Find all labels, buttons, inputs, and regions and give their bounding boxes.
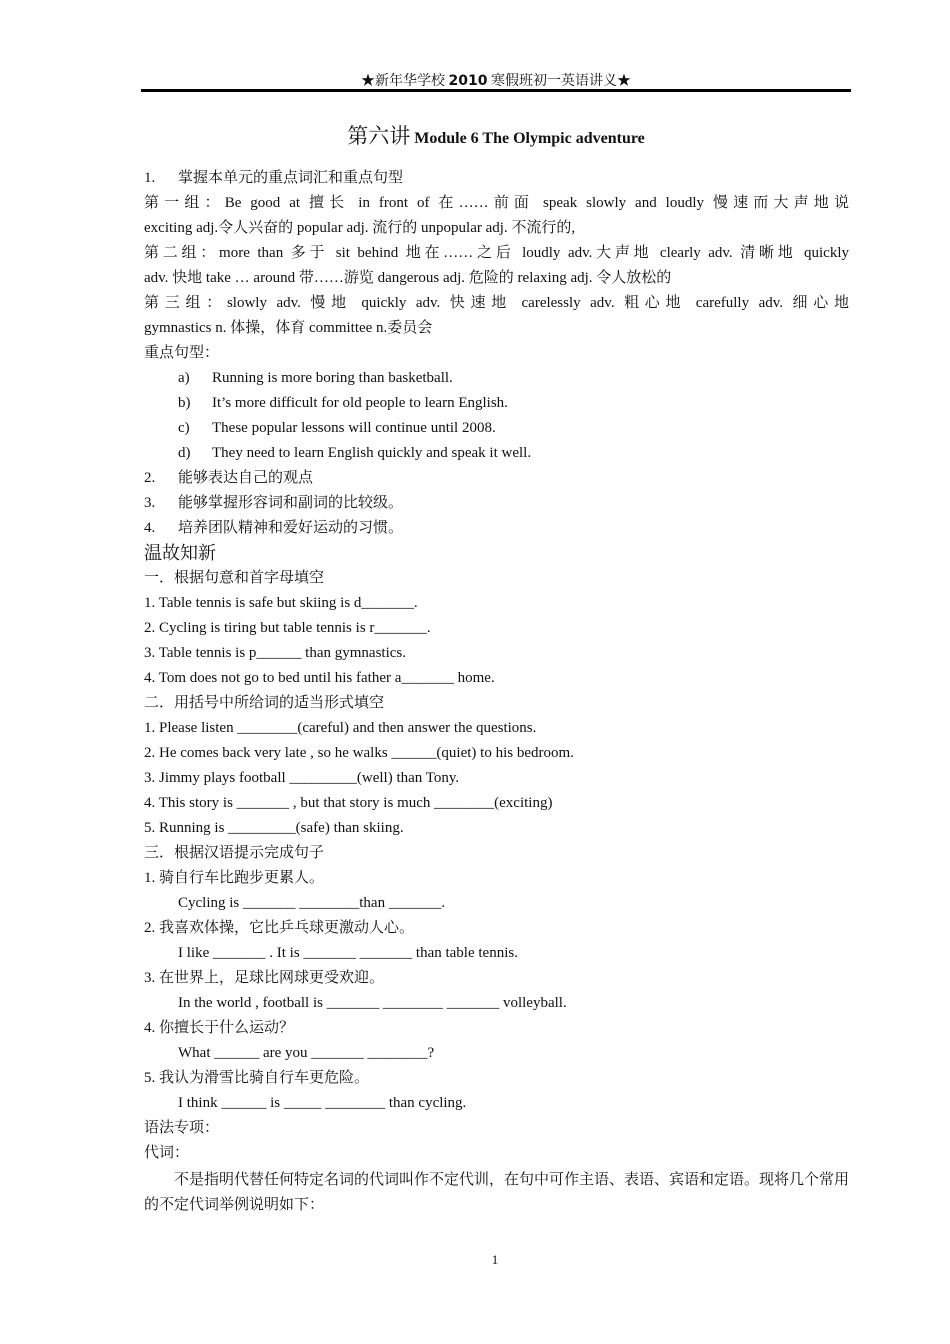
objective-item: 3. 能够掌握形容词和副词的比较级。 bbox=[144, 495, 404, 511]
objective-item: 2. 能够表达自己的观点 bbox=[144, 470, 314, 486]
key-sentence: d) They need to learn English quickly and speak it well. bbox=[178, 445, 532, 461]
objective-item: 1. 掌握本单元的重点词汇和重点句型 bbox=[144, 170, 404, 186]
key-sentence: c) These popular lessons will continue until 2008. bbox=[178, 420, 496, 436]
header-rule bbox=[141, 89, 851, 92]
exercise-item: 3. Table tennis is p______ than gymnastics. bbox=[144, 645, 406, 661]
translation-blank: I think ______ is _____ ________ than cycling. bbox=[178, 1095, 467, 1111]
translation-blank: I like _______ . It is _______ _______ than table tennis. bbox=[178, 945, 518, 961]
exercise-item: 2. He comes back very late , so he walks ______(quiet) to his bedroom. bbox=[144, 745, 574, 761]
vocab-group-3-line-1: 第三组：slowly adv. 慢地 quickly adv. 快速地 carelessly adv. 粗心地 carefully adv. 细心地 bbox=[144, 295, 849, 311]
grammar-heading: 语法专项： bbox=[144, 1120, 220, 1136]
key-sentence: a) Running is more boring than basketball. bbox=[178, 370, 453, 386]
vocab-group-3-line-2: gymnastics n. 体操，体育 committee n.委员会 bbox=[144, 320, 433, 336]
part2-heading: 二．用括号中所给词的适当形式填空 bbox=[144, 695, 385, 711]
translation-blank: In the world , football is _______ ________ _______ volleyball. bbox=[178, 995, 567, 1011]
translation-blank: What ______ are you _______ ________? bbox=[178, 1045, 435, 1061]
translation-prompt: 4. 你擅长于什么运动？ bbox=[144, 1020, 295, 1036]
exercise-item: 4. This story is _______ , but that story is much ________(exciting) bbox=[144, 795, 553, 811]
grammar-subheading: 代词： bbox=[144, 1145, 190, 1161]
exercise-item: 1. Table tennis is safe but skiing is d_______. bbox=[144, 595, 418, 611]
objective-item: 4. 培养团队精神和爱好运动的习惯。 bbox=[144, 520, 404, 536]
translation-prompt: 3. 在世界上，足球比网球更受欢迎。 bbox=[144, 970, 385, 986]
part3-heading: 三．根据汉语提示完成句子 bbox=[144, 845, 325, 861]
translation-prompt: 5. 我认为滑雪比骑自行车更危险。 bbox=[144, 1070, 370, 1086]
exercise-item: 5. Running is _________(safe) than skiing. bbox=[144, 820, 404, 836]
document-body bbox=[144, 166, 849, 1218]
lesson-title-cn: 第六讲 bbox=[347, 124, 411, 148]
key-sentence: b) It’s more difficult for old people to learn English. bbox=[178, 395, 508, 411]
exercise-item: 1. Please listen ________(careful) and then answer the questions. bbox=[144, 720, 537, 736]
vocab-group-2-line-1: 第二组：more than 多于 sit behind 地在……之后 loudly adv.大声地 clearly adv. 清晰地 quickly bbox=[144, 245, 849, 261]
header-year: 2010 bbox=[448, 73, 488, 89]
translation-prompt: 2. 我喜欢体操，它比乒乓球更激动人心。 bbox=[144, 920, 415, 936]
part1-heading: 一．根据句意和首字母填空 bbox=[144, 570, 325, 586]
translation-prompt: 1. 骑自行车比跑步更累人。 bbox=[144, 870, 325, 886]
translation-blank: Cycling is _______ ________than _______. bbox=[178, 895, 446, 911]
vocab-group-1-line-2: exciting adj.令人兴奋的 popular adj. 流行的 unpopular adj. 不流行的, bbox=[144, 220, 576, 236]
grammar-paragraph: 不是指明代替任何特定名词的代词叫作不定代训，在句中可作主语、表语、宾语和定语。现将几个常用的不定代词举例说明如下： bbox=[144, 1172, 850, 1213]
lesson-title bbox=[141, 120, 851, 150]
exercise-item: 3. Jimmy plays football _________(well) than Tony. bbox=[144, 770, 460, 786]
vocab-group-2-line-2: adv. 快地 take … around 带……游览 dangerous adj. 危险的 relaxing adj. 令人放松的 bbox=[144, 270, 672, 286]
header-suffix: 寒假班初一英语讲义★ bbox=[487, 74, 631, 89]
vocab-group-1-line-1: 第一组：Be good at 擅长 in front of 在……前面 speak slowly and loudly 慢速而大声地说 bbox=[144, 195, 849, 211]
review-heading: 温故知新 bbox=[144, 543, 216, 563]
lesson-title-en: Module 6 The Olympic adventure bbox=[410, 130, 645, 147]
exercise-item: 2. Cycling is tiring but table tennis is r_______. bbox=[144, 620, 431, 636]
page-number: 1 bbox=[491, 1252, 499, 1267]
key-sentences-label: 重点句型： bbox=[144, 345, 220, 361]
exercise-item: 4. Tom does not go to bed until his father a_______ home. bbox=[144, 670, 495, 686]
header-prefix: ★新年华学校 bbox=[361, 74, 449, 89]
